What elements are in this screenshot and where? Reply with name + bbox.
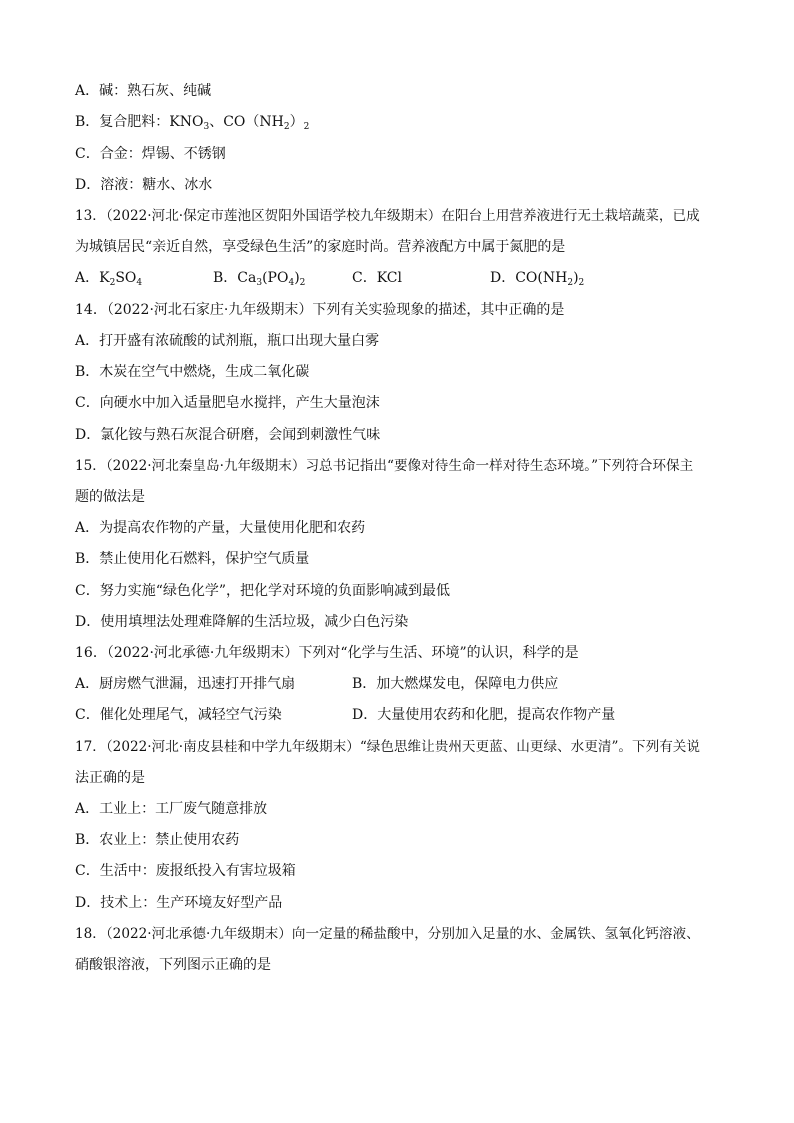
q13-option-d: D．$CO(NH_2)_2$ [490, 270, 585, 288]
q13-stem-line1: 13．（2022·河北·保定市莲池区贺阳外国语学校九年级期末）在阳台上用营养液进行无土栽培蔬菜，已成 [75, 208, 700, 224]
q15-option-d: D．使用填埋法处理难降解的生活垃圾，减少白色污染 [75, 614, 409, 630]
q15-stem-line1: 15．（2022·河北秦皇岛·九年级期末）习总书记指出“要像对待生命一样对待生态环境。”下列符合环保主 [75, 458, 694, 474]
q16-option-c: C．催化处理尾气，减轻空气污染 [75, 707, 282, 723]
q12-option-d: D．溶液：糖水、冰水 [75, 177, 213, 193]
q14-stem: 14．（2022·河北石家庄·九年级期末）下列有关实验现象的描述，其中正确的是 [75, 302, 565, 318]
q16-option-a: A．厨房燃气泄漏，迅速打开排气扇 [75, 676, 296, 692]
q16-stem: 16．（2022·河北承德·九年级期末）下列对“化学与生活、环境”的认识，科学的是 [75, 645, 579, 661]
q15-option-b: B．禁止使用化石燃料，保护空气质量 [75, 551, 310, 567]
q15-stem-line2: 题的做法是 [75, 489, 145, 505]
q14-option-b: B．木炭在空气中燃烧，生成二氧化碳 [75, 364, 310, 380]
q13-option-b: B．$Ca_3(PO_4)_2$ [213, 270, 306, 288]
q13-option-a: A．$K_2SO_4$ [75, 270, 143, 288]
q15-option-c: C．努力实施“绿色化学”，把化学对环境的负面影响减到最低 [75, 583, 451, 599]
q17-option-c: C．生活中：废报纸投入有害垃圾箱 [75, 863, 296, 879]
q14-option-a: A．打开盛有浓硫酸的试剂瓶，瓶口出现大量白雾 [75, 333, 380, 349]
q17-stem-line2: 法正确的是 [75, 770, 145, 786]
q15-option-a: A．为提高农作物的产量，大量使用化肥和农药 [75, 520, 366, 536]
q17-option-d: D．技术上：生产环境友好型产品 [75, 895, 283, 911]
q18-stem-line2: 硝酸银溶液，下列图示正确的是 [75, 957, 271, 973]
q16-option-d: D．大量使用农药和化肥，提高农作物产量 [352, 707, 616, 723]
q14-option-c: C．向硬水中加入适量肥皂水搅拌，产生大量泡沫 [75, 395, 380, 411]
q13-option-c: C．KCl [352, 270, 402, 286]
q14-option-d: D．氯化铵与熟石灰混合研磨，会闻到刺激性气味 [75, 427, 381, 443]
q12-option-b: B．复合肥料：$KNO_3$、$CO(NH_2)_2$ [75, 114, 310, 132]
q17-option-b: B．农业上：禁止使用农药 [75, 832, 240, 848]
q13-stem-line2: 为城镇居民“亲近自然，享受绿色生活”的家庭时尚。营养液配方中属于氮肥的是 [75, 239, 566, 255]
q12-option-a: A．碱：熟石灰、纯碱 [75, 83, 212, 99]
q17-stem-line1: 17．（2022·河北·南皮县桂和中学九年级期末）“绿色思维让贵州天更蓝、山更绿、水更清”。下列有关说 [75, 739, 700, 755]
q17-option-a: A．工业上：工厂废气随意排放 [75, 801, 268, 817]
q18-stem-line1: 18．（2022·河北承德·九年级期末）向一定量的稀盐酸中，分别加入足量的水、金属铁、氢氧化钙溶液、 [75, 926, 700, 942]
q12-option-c: C．合金：焊锡、不锈钢 [75, 146, 226, 162]
q16-option-b: B．加大燃煤发电，保障电力供应 [352, 676, 559, 692]
